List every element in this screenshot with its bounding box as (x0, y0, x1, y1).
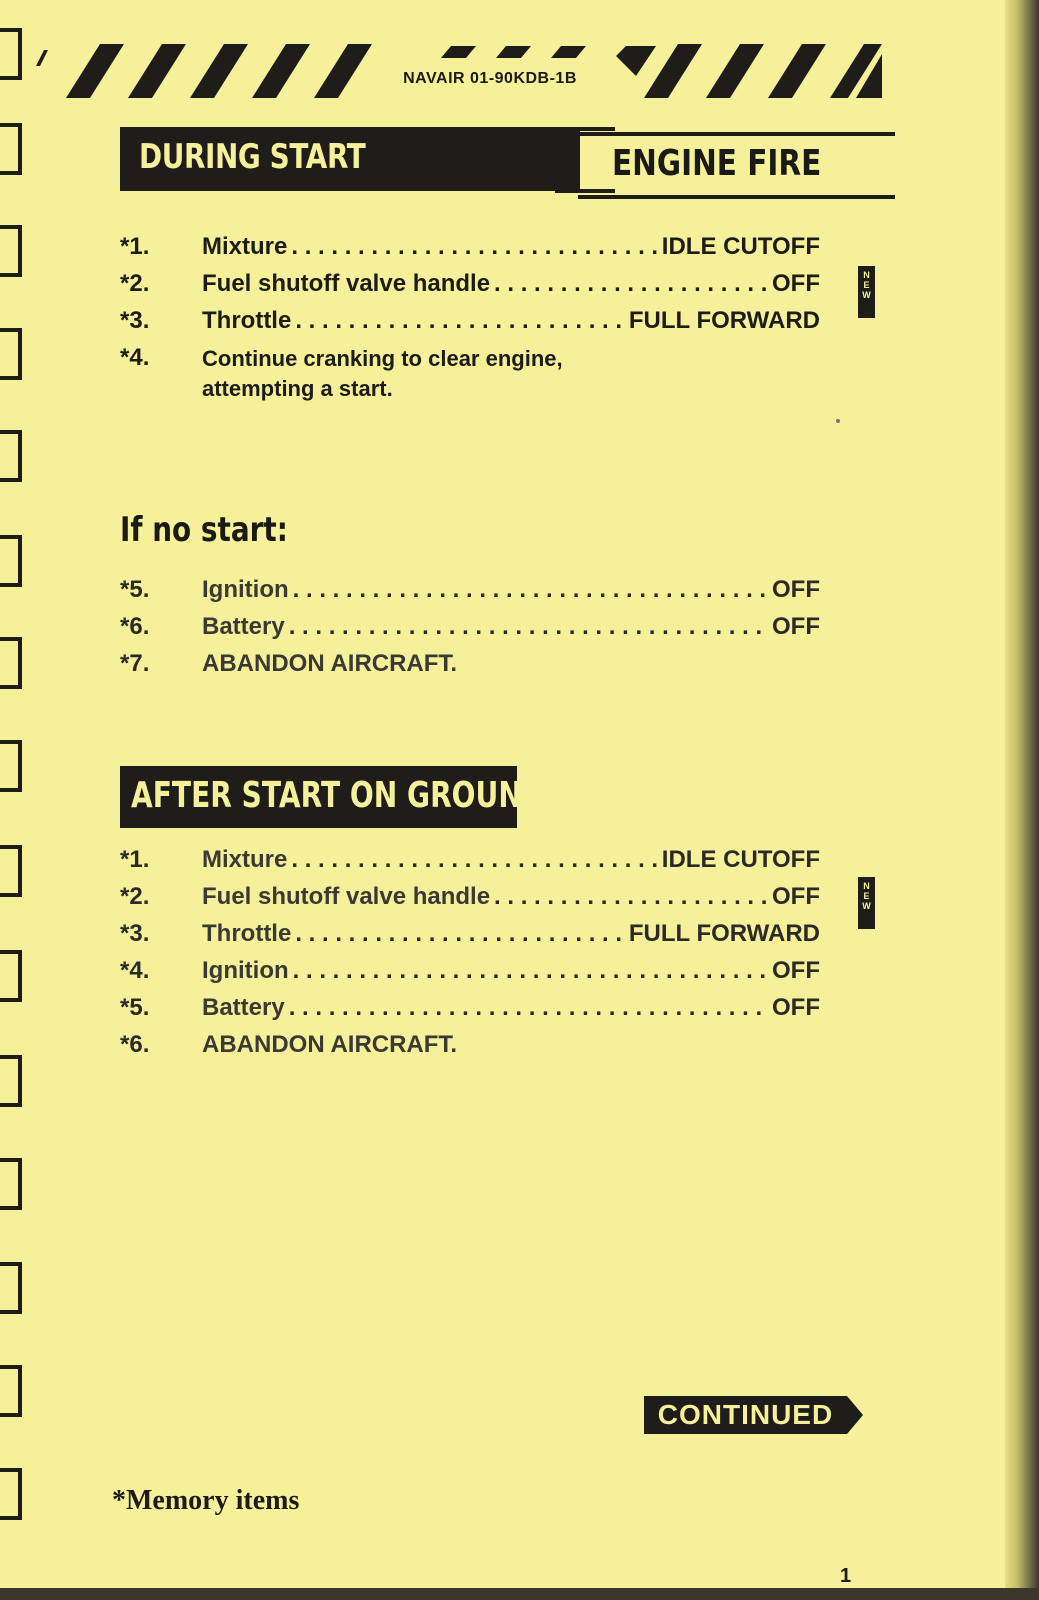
binding-ring (0, 637, 22, 689)
item-number: *5. (120, 994, 150, 1021)
leader-dots (289, 613, 768, 641)
banner-rule-top (578, 132, 895, 136)
item-label: Throttle (202, 920, 292, 947)
item-value: OFF (772, 957, 820, 984)
item-number: *4. (120, 344, 150, 371)
item-number: *2. (120, 883, 150, 910)
binding-ring (0, 430, 22, 482)
banner-rule-bottom (578, 195, 895, 199)
binding-ring (0, 328, 22, 380)
item-number: *1. (120, 233, 150, 260)
binding-ring (0, 123, 22, 175)
item-value: IDLE CUTOFF (661, 846, 820, 873)
no-start-list (120, 576, 820, 687)
item-number: *5. (120, 576, 150, 603)
leader-dots (295, 920, 625, 948)
item-label: Mixture (202, 846, 288, 873)
page-bottom-shadow (0, 1588, 1039, 1600)
binding-ring (0, 1262, 22, 1314)
item-value: IDLE CUTOFF (661, 233, 820, 260)
item-label: Fuel shutoff valve handle (202, 883, 491, 910)
spiral-binding (0, 0, 30, 1590)
section-title-during-start: DURING START (139, 137, 366, 177)
leader-dots (293, 576, 768, 604)
item-number: *4. (120, 957, 150, 984)
item-number: *6. (120, 1031, 150, 1058)
item-label: Ignition (202, 576, 289, 603)
section-title-engine-fire: ENGINE FIRE (612, 143, 822, 184)
list-item (120, 613, 820, 650)
binding-ring (0, 28, 22, 80)
new-tag-text: NEW (861, 881, 872, 911)
page-number: 1 (840, 1565, 852, 1587)
item-value: OFF (772, 613, 820, 640)
binding-ring (0, 950, 22, 1002)
leader-dots (494, 270, 768, 298)
item-label: Ignition (202, 957, 289, 984)
item-label: ABANDON AIRCRAFT. (202, 650, 458, 677)
banner-arrow-notch (555, 127, 615, 193)
list-item (120, 883, 820, 920)
list-item (120, 576, 820, 613)
item-number: *1. (120, 846, 150, 873)
leader-dots (494, 883, 768, 911)
item-number: *6. (120, 613, 150, 640)
item-value: OFF (772, 576, 820, 603)
item-value: OFF (772, 270, 820, 297)
binding-ring (0, 740, 22, 792)
list-item (120, 957, 820, 994)
during-start-list (120, 233, 820, 404)
new-change-tag (858, 266, 875, 318)
page-stack-edge (1005, 0, 1039, 1600)
item-label: Continue cranking to clear engine, attempting a start. (202, 346, 563, 401)
new-tag-text: NEW (861, 270, 872, 300)
binding-ring (0, 845, 22, 897)
section-title-after-start: AFTER START ON GROUND (131, 775, 546, 816)
page-speck (836, 419, 840, 423)
document-number: NAVAIR 01-90KDB-1B (403, 70, 577, 87)
list-item (120, 307, 820, 344)
item-number: *7. (120, 650, 150, 677)
item-value: FULL FORWARD (628, 920, 820, 947)
list-item (120, 1031, 820, 1068)
item-label: Throttle (202, 307, 292, 334)
binding-ring (0, 535, 22, 587)
binding-ring (0, 1365, 22, 1417)
item-label: Battery (202, 994, 285, 1021)
item-number: *3. (120, 307, 150, 334)
list-item (120, 846, 820, 883)
binding-ring (0, 1468, 22, 1520)
list-item (120, 233, 820, 270)
list-item (120, 994, 820, 1031)
list-item (120, 650, 820, 687)
continued-arrow-icon (847, 1396, 863, 1434)
list-item (120, 344, 820, 404)
item-value: OFF (772, 994, 820, 1021)
item-number: *3. (120, 920, 150, 947)
binding-ring (0, 1158, 22, 1210)
leader-dots (289, 994, 768, 1022)
leader-dots (295, 307, 625, 335)
memory-items-footnote: *Memory items (112, 1485, 300, 1516)
list-item (120, 920, 820, 957)
item-number: *2. (120, 270, 150, 297)
item-value: OFF (772, 883, 820, 910)
continued-label: CONTINUED (644, 1396, 847, 1434)
leader-dots (291, 846, 657, 874)
after-start-list (120, 846, 820, 1068)
item-value: FULL FORWARD (628, 307, 820, 334)
item-label: Mixture (202, 233, 288, 260)
binding-ring (0, 1055, 22, 1107)
leader-dots (293, 957, 768, 985)
binding-ring (0, 225, 22, 277)
list-item (120, 270, 820, 307)
item-label: Battery (202, 613, 285, 640)
leader-dots (291, 233, 657, 261)
if-no-start-heading: If no start: (120, 510, 288, 550)
item-label: Fuel shutoff valve handle (202, 270, 491, 297)
new-change-tag (858, 877, 875, 929)
item-label: ABANDON AIRCRAFT. (202, 1031, 458, 1058)
